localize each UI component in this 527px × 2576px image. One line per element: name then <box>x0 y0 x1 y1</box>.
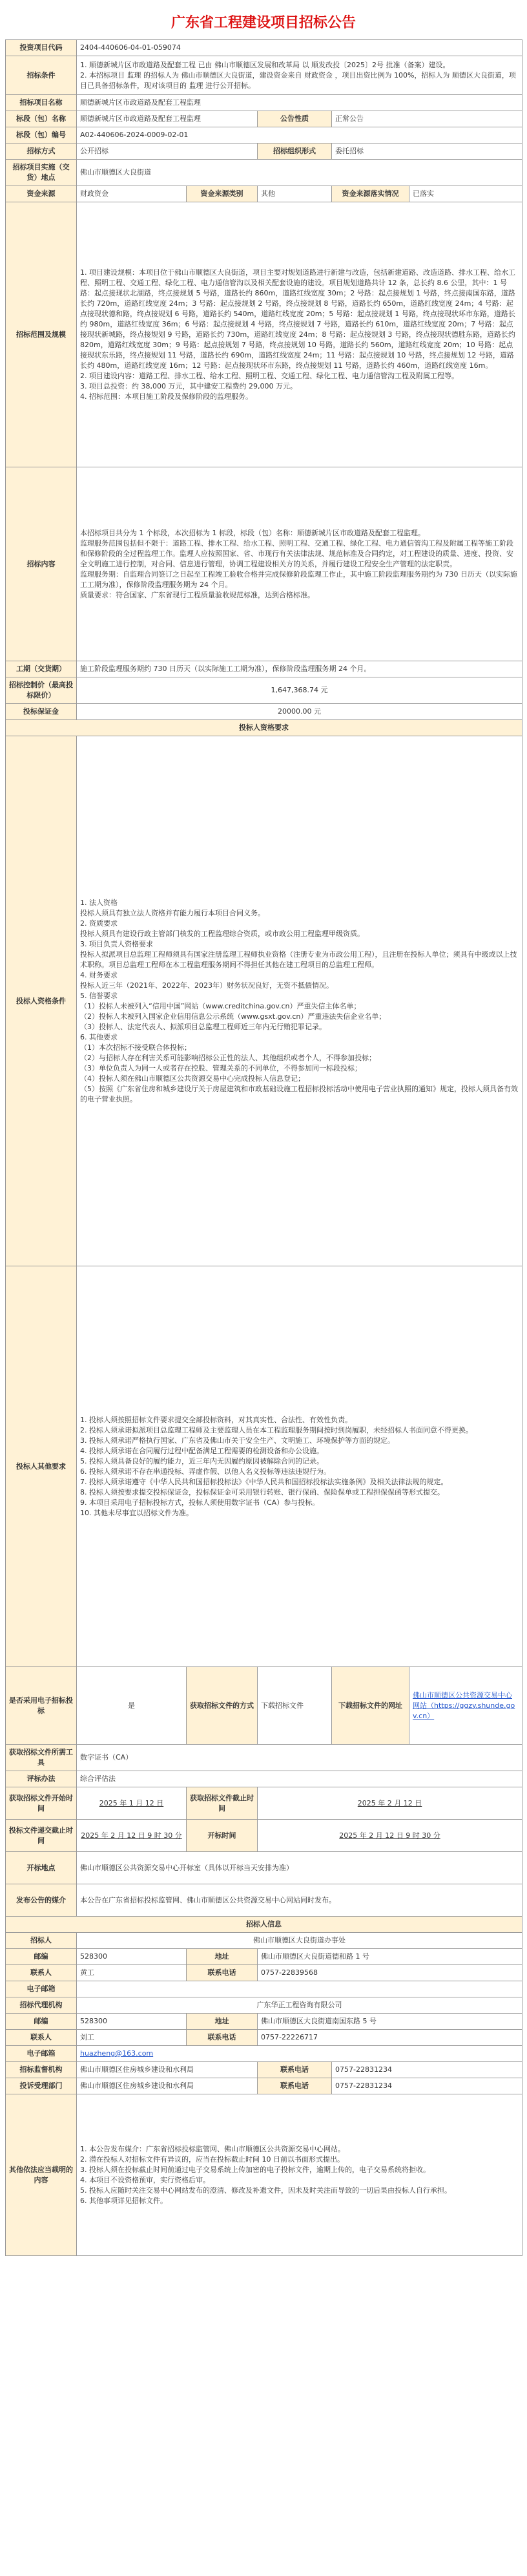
tenderer-post-label: 邮编 <box>6 1949 77 1965</box>
row-tenderer-name <box>6 1933 522 1949</box>
location-value: 佛山市顺德区大良街道 <box>77 160 522 186</box>
agent-email-link[interactable]: huazheng@163.com <box>77 2046 522 2062</box>
condition-value: 1. 顺德新城片区市政道路及配套工程 已由 佛山市顺德区发展和改革局 以 顺发改投〔2025〕2号 批准（备案）建设。 2. 本招标项目 监理 的招标人为 佛山市顺德区大良街道，建设资金来自 财政资金 ，项目出资比例为 100%，招标人为 顺德区大良街道，项目已具备招标条件，现对该项目的 监理 进行公开招标。 <box>77 56 522 95</box>
row-bond <box>6 704 522 720</box>
doc-start-label: 获取招标文件开始时间 <box>6 1787 77 1820</box>
row-scope <box>6 202 522 467</box>
tool-value: 数字证书（CA） <box>77 1745 522 1771</box>
row-supervisor <box>6 2062 522 2078</box>
qualification-label: 投标人资格条件 <box>6 736 77 1266</box>
docs-method-label: 获取招标文件的方式 <box>187 1667 258 1745</box>
row-note <box>6 2094 522 2256</box>
fund-category-label: 资金来源类别 <box>187 186 258 202</box>
row-requirements <box>6 1266 522 1667</box>
tenderer-name-value: 佛山市顺德区大良街道办事处 <box>77 1933 522 1949</box>
bid-end-label: 投标文件递交截止时间 <box>6 1820 77 1852</box>
row-tenderer-addr <box>6 1949 522 1965</box>
tenderer-contact-label: 联系人 <box>6 1965 77 1981</box>
tenderer-addr-label: 地址 <box>187 1949 258 1965</box>
docs-site-link[interactable]: 佛山市顺德区公共资源交易中心网站（https://ggzy.shunde.gov.cn） <box>409 1667 522 1745</box>
bond-label: 投标保证金 <box>6 704 77 720</box>
agent-contact-value: 刘工 <box>77 2030 187 2046</box>
docs-method-value: 下载招标文件 <box>258 1667 332 1745</box>
row-control-price <box>6 677 522 704</box>
row-agent-contact <box>6 2030 522 2046</box>
doc-end-value: 2025 年 2 月 12 日 <box>258 1787 522 1820</box>
row-condition <box>6 56 522 95</box>
row-complaint <box>6 2078 522 2094</box>
row-qualification-section <box>6 720 522 736</box>
agent-addr-value: 佛山市顺德区大良街道南国东路 5 号 <box>258 2014 522 2030</box>
project-name-value: 顺德新城片区市政道路及配套工程监理 <box>77 95 522 111</box>
supervisor-phone-label: 联系电话 <box>258 2062 332 2078</box>
tenderer-email-value <box>77 1981 522 1997</box>
project-name-label: 招标项目名称 <box>6 95 77 111</box>
row-electronic <box>6 1667 522 1745</box>
location-label: 招标项目实施（交货）地点 <box>6 160 77 186</box>
agent-contact-label: 联系人 <box>6 2030 77 2046</box>
control-price-value: 1,647,368.74 元 <box>77 677 522 704</box>
row-project-code <box>6 40 522 56</box>
control-price-label: 招标控制价（最高投标限价） <box>6 677 77 704</box>
agent-addr-label: 地址 <box>187 2014 258 2030</box>
open-place-value: 佛山市顺德区公共资源交易中心开标室（具体以开标当天安排为准） <box>77 1852 522 1884</box>
agent-name-label: 招标代理机构 <box>6 1997 77 2014</box>
qualification-section-heading: 投标人资格要求 <box>6 720 522 736</box>
fund-status-value: 已落实 <box>409 186 522 202</box>
period-label: 工期（交货期） <box>6 661 77 677</box>
publish-label: 发布公告的媒介 <box>6 1884 77 1917</box>
row-tenderer-contact <box>6 1965 522 1981</box>
section-name-value: 顺德新城片区市政道路及配套工程监理 <box>77 111 258 127</box>
electronic-value: 是 <box>77 1667 187 1745</box>
row-qualification <box>6 736 522 1266</box>
scope-label: 招标范围及规模 <box>6 202 77 467</box>
row-period <box>6 661 522 677</box>
row-eval-method <box>6 1771 522 1787</box>
row-bid-end <box>6 1820 522 1852</box>
agent-post-value: 528300 <box>77 2014 187 2030</box>
supervisor-value: 佛山市顺德区住房城乡建设和水利局 <box>77 2062 258 2078</box>
fund-source-value: 财政资金 <box>77 186 187 202</box>
condition-label: 招标条件 <box>6 56 77 95</box>
supervisor-phone-value: 0757-22831234 <box>332 2062 522 2078</box>
publish-value: 本公告在广东省招标投标监管网、佛山市顺德区公共资源交易中心网站同时发布。 <box>77 1884 522 1917</box>
section-name-label: 标段（包）名称 <box>6 111 77 127</box>
row-section-code <box>6 127 522 144</box>
row-open-place <box>6 1852 522 1884</box>
row-tenderer-email <box>6 1981 522 1997</box>
open-time-value: 2025 年 2 月 12 日 9 时 30 分 <box>258 1820 522 1852</box>
bid-end-value: 2025 年 2 月 12 日 9 时 30 分 <box>77 1820 187 1852</box>
tenderer-contact-value: 黄工 <box>77 1965 187 1981</box>
tenderer-section-heading: 招标人信息 <box>6 1917 522 1933</box>
docs-site-label: 下载招标文件的网址 <box>332 1667 409 1745</box>
section-code-value: A02-440606-2024-0009-02-01 <box>77 127 522 144</box>
row-agent-email <box>6 2046 522 2062</box>
project-code-label: 投资项目代码 <box>6 40 77 56</box>
agent-phone-value: 0757-22226717 <box>258 2030 522 2046</box>
tenderer-phone-value: 0757-22839568 <box>258 1965 522 1981</box>
row-tool <box>6 1745 522 1771</box>
pubtype-value: 正常公告 <box>332 111 522 127</box>
page <box>5 0 522 2256</box>
complaint-phone-value: 0757-22831234 <box>332 2078 522 2094</box>
row-content <box>6 467 522 661</box>
tenderer-email-label: 电子邮箱 <box>6 1981 77 1997</box>
open-place-label: 开标地点 <box>6 1852 77 1884</box>
eval-method-label: 评标办法 <box>6 1771 77 1787</box>
page-title: 广东省工程建设项目招标公告 <box>170 15 356 31</box>
complaint-dept-label: 投诉受理部门 <box>6 2078 77 2094</box>
bid-method-value: 公开招标 <box>77 144 258 160</box>
agent-phone-label: 联系电话 <box>187 2030 258 2046</box>
qualification-value: 1. 法人资格 投标人须具有独立法人资格并有能力履行本项目合同义务。 2. 资质要求 投标人须具有建设行政主管部门核发的工程监理综合资质，或市政公用工程监理甲级资质。 3. 项目负责人资格要求 投标人拟派项目总监理工程师须具有国家注册监理工程师执业资格（注册专业为市政公用工程），且注册在投标人单位；须具有中级或以上技术职称。项目总监理工程师在本工程监理服务期间不得担任其他在建工程项目的总监理工程师。 4. 财务要求 投标人近三年（2021年、2022年、2023年）财务状况良好，无资不抵债情况。 5. 信誉要求 （1）投标人未被列入“信用中国”网站（www.creditchina.gov.cn）严重失信主体名单； （2）投标人未被列入国家企业信用信息公示系统（www.gsxt.gov.cn）严重违法失信企业名单； （3）投标人、法定代表人、拟派项目总监理工程师近三年内无行贿犯罪记录。 6. 其他要求 （1）本次招标不接受联合体投标； （2）与招标人存在利害关系可能影响招标公正性的法人、其他组织或者个人，不得参加投标； （3）单位负责人为同一人或者存在控股、管理关系的不同单位，不得参加同一标段投标； （4）投标人须在佛山市顺德区公共资源交易中心完成投标人信息登记； （5）按照《广东省住房和城乡建设厅关于房屋建筑和市政基础设施工程招标投标活动中使用电子营业执照的通知》规定，投标人须具备有效的电子营业执照。 <box>77 736 522 1266</box>
open-time-label: 开标时间 <box>187 1820 258 1852</box>
content-value: 本招标项目共分为 1 个标段，本次招标为 1 标段，标段（包）名称：顺德新城片区市政道路及配套工程监理。 监理服务范围包括但不限于：道路工程、排水工程、给水工程、照明工程、交通工程、绿化工程、电力通信管沟工程及附属工程等施工阶段和保修阶段的全过程监理工作。监理人应按照国家、省、市现行有关法律法规、规范标准及合同约定，对工程建设的质量、进度、投资、安全文明施工进行控制，对合同、信息进行管理，协调工程建设相关方的关系，并履行建设工程安全生产管理的法定职责。 监理服务期：自监理合同签订之日起至工程竣工验收合格并完成保修阶段监理工作止，其中施工阶段监理服务期约为 730 日历天（以实际施工工期为准），保修阶段监理服务期为 24 个月。 质量要求：符合国家、广东省现行工程质量验收规范标准，达到合格标准。 <box>77 467 522 661</box>
row-tenderer-section <box>6 1917 522 1933</box>
row-fund <box>6 186 522 202</box>
tool-label: 获取招标文件所需工具 <box>6 1745 77 1771</box>
bid-method-label: 招标方式 <box>6 144 77 160</box>
period-value: 施工阶段监理服务期约 730 日历天（以实际施工工期为准），保修阶段监理服务期 24 个月。 <box>77 661 522 677</box>
fund-source-label: 资金来源 <box>6 186 77 202</box>
agent-name-value: 广东华正工程咨询有限公司 <box>77 1997 522 2014</box>
row-agent-addr <box>6 2014 522 2030</box>
content-label: 招标内容 <box>6 467 77 661</box>
complaint-dept-value: 佛山市顺德区住房城乡建设和水利局 <box>77 2078 258 2094</box>
agent-email-label: 电子邮箱 <box>6 2046 77 2062</box>
org-form-value: 委托招标 <box>332 144 522 160</box>
fund-status-label: 资金来源落实情况 <box>332 186 409 202</box>
project-code-value: 2404-440606-04-01-059074 <box>77 40 522 56</box>
requirements-value: 1. 投标人须按照招标文件要求提交全部投标资料，对其真实性、合法性、有效性负责。 2. 投标人须承诺拟派项目总监理工程师及主要监理人员在本工程监理服务期间按时到岗履职，未经招标人书面同意不得更换。 3. 投标人须承诺严格执行国家、广东省及佛山市关于安全生产、文明施工、环境保护等方面的规定。 4. 投标人须承诺在合同履行过程中配备满足工程需要的检测设备和办公设施。 5. 投标人须具备良好的履约能力，近三年内无因履约原因被解除合同的记录。 6. 投标人须承诺不存在串通投标、弄虚作假、以他人名义投标等违法违规行为。 7. 投标人须承诺遵守《中华人民共和国招标投标法》《中华人民共和国招标投标法实施条例》及相关法律法规的规定。 8. 投标人须按要求提交投标保证金，投标保证金可采用银行转账、银行保函、保险保单或工程担保保函等形式提交。 9. 本项目采用电子招标投标方式，投标人须使用数字证书（CA）参与投标。 10. 其他未尽事宜以招标文件为准。 <box>77 1266 522 1667</box>
doc-start-value: 2025 年 1 月 12 日 <box>77 1787 187 1820</box>
row-agent-name <box>6 1997 522 2014</box>
row-project-name <box>6 95 522 111</box>
row-location <box>6 160 522 186</box>
tenderer-addr-value: 佛山市顺德区大良街道德和路 1 号 <box>258 1949 522 1965</box>
tenderer-post-value: 528300 <box>77 1949 187 1965</box>
section-code-label: 标段（包）编号 <box>6 127 77 144</box>
row-doc-time <box>6 1787 522 1820</box>
bid-notice-table <box>5 39 522 2256</box>
electronic-label: 是否采用电子招标投标 <box>6 1667 77 1745</box>
note-label: 其他依法应当载明的内容 <box>6 2094 77 2256</box>
scope-value: 1. 项目建设规模：本项目位于佛山市顺德区大良街道，项目主要对规划道路进行新建与改造，包括新建道路、改造道路、排水工程、给水工程、照明工程、交通工程、绿化工程、电力通信管沟以及相关配套设施的建设。项目规划道路共计 12 条，总长约 8.6 公里，其中：1 号路：起点接现状北湖路，终点接规划 5 号路，道路长约 860m，道路红线宽度 30m；2 号路：起点接规划 1 号路，终点接南国东路，道路长约 720m，道路红线宽度 24m；3 号路：起点接规划 2 号路，终点接规划 8 号路，道路长约 650m，道路红线宽度 24m；4 号路：起点接现状德和路，终点接规划 6 号路，道路长约 540m，道路红线宽度 20m；5 号路：起点接规划 1 号路，终点接现状环市东路，道路长约 980m，道路红线宽度 36m；6 号路：起点接规划 4 号路，终点接规划 7 号路，道路长约 610m，道路红线宽度 20m；7 号路：起点接现状新城路，终点接规划 9 号路，道路长约 730m，道路红线宽度 24m；8 号路：起点接规划 3 号路，终点接现状德胜东路，道路长约 820m，道路红线宽度 30m；9 号路：起点接规划 7 号路，终点接规划 10 号路，道路长约 560m，道路红线宽度 20m；10 号路：起点接现状东乐路，终点接规划 11 号路，道路长约 690m，道路红线宽度 24m；11 号路：起点接规划 10 号路，终点接规划 12 号路，道路长约 480m，道路红线宽度 16m；12 号路：起点接现状环市东路，终点接规划 11 号路，道路长约 460m，道路红线宽度 16m。 2. 项目建设内容：道路工程、排水工程、给水工程、照明工程、交通工程、绿化工程、电力通信管沟工程及附属工程等。 3. 项目总投资：约 38,000 万元，其中建安工程费约 29,000 万元。 4. 招标范围：本项目施工阶段及保修阶段的监理服务。 <box>77 202 522 467</box>
note-value: 1. 本公告发布媒介：广东省招标投标监管网、佛山市顺德区公共资源交易中心网站。 2. 潜在投标人对招标文件有异议的，应当在投标截止时间 10 日前以书面形式提出。 3. 投标人须在投标截止时间前通过电子交易系统上传加密的电子投标文件，逾期上传的，电子交易系统将拒收。 4. 本项目不设资格预审，实行资格后审。 5. 投标人应随时关注交易中心网站发布的澄清、修改及补遗文件，因未及时关注而导致的一切后果由投标人自行承担。 6. 其他事项详见招标文件。 <box>77 2094 522 2256</box>
tenderer-name-label: 招标人 <box>6 1933 77 1949</box>
supervisor-label: 招标监督机构 <box>6 2062 77 2078</box>
tenderer-phone-label: 联系电话 <box>187 1965 258 1981</box>
row-method <box>6 144 522 160</box>
complaint-phone-label: 联系电话 <box>258 2078 332 2094</box>
pubtype-label: 公告性质 <box>258 111 332 127</box>
requirements-label: 投标人其他要求 <box>6 1266 77 1667</box>
doc-end-label: 获取招标文件截止时间 <box>187 1787 258 1820</box>
fund-category-value: 其他 <box>258 186 332 202</box>
row-publish <box>6 1884 522 1917</box>
org-form-label: 招标组织形式 <box>258 144 332 160</box>
bond-value: 20000.00 元 <box>77 704 522 720</box>
agent-post-label: 邮编 <box>6 2014 77 2030</box>
row-section <box>6 111 522 127</box>
eval-method-value: 综合评估法 <box>77 1771 522 1787</box>
